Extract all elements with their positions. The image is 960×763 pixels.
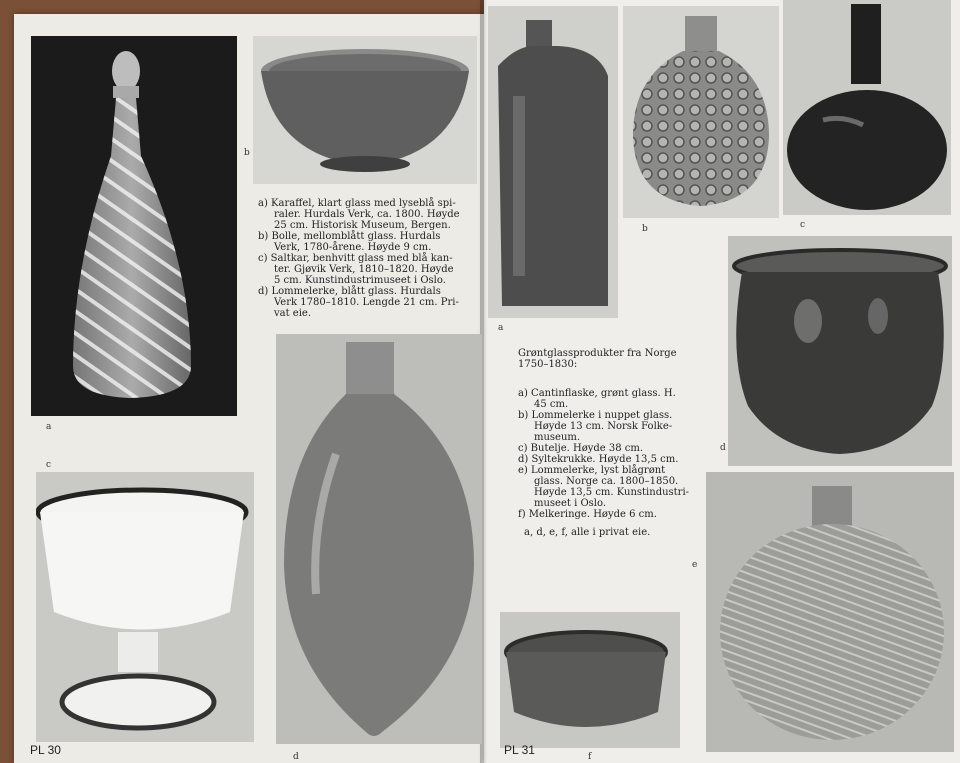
caption-line: ter. Gjøvik Verk, 1810–1820. Høyde bbox=[274, 264, 454, 275]
caption-line: a, d, e, f, alle i privat eie. bbox=[524, 527, 651, 538]
caption-line: a) Karaffel, klart glass med lyseblå spi- bbox=[258, 198, 456, 209]
caption-line: Høyde 13,5 cm. Kunstindustri- bbox=[534, 487, 690, 498]
plate-number-right: PL 31 bbox=[504, 743, 535, 757]
caption-line: c) Butelje. Høyde 38 cm. bbox=[518, 443, 644, 454]
caption-line: Grøntglassprodukter fra Norge bbox=[518, 348, 677, 359]
caption-line: glass. Norge ca. 1800–1850. bbox=[534, 476, 679, 487]
milk-ring-photo bbox=[500, 612, 680, 748]
cantin-bottle-photo bbox=[488, 6, 618, 318]
label-a-left: a bbox=[46, 422, 52, 432]
caption-line: Høyde 13 cm. Norsk Folke- bbox=[534, 421, 673, 432]
label-c-left: c bbox=[46, 460, 52, 470]
label-b-right: b bbox=[642, 224, 648, 234]
caption-line: a) Cantinflaske, grønt glass. H. bbox=[518, 388, 676, 399]
caption-line: b) Lommelerke i nuppet glass. bbox=[518, 410, 673, 421]
label-d-left: d bbox=[293, 752, 299, 762]
jar-photo bbox=[728, 236, 952, 466]
label-b-left: b bbox=[244, 148, 250, 158]
caption-line: d) Syltekrukke. Høyde 13,5 cm. bbox=[518, 454, 679, 465]
salt-cellar-photo bbox=[36, 472, 254, 742]
plate-number-left: PL 30 bbox=[30, 743, 61, 757]
label-e-right: e bbox=[692, 560, 698, 570]
caption-line: c) Saltkar, benhvitt glass med blå kan- bbox=[258, 253, 453, 264]
label-d-right: d bbox=[720, 443, 726, 453]
caption-line: 5 cm. Kunstindustrimuseet i Oslo. bbox=[274, 275, 446, 286]
caption-line: f) Melkeringe. Høyde 6 cm. bbox=[518, 509, 657, 520]
nupped-flask-photo bbox=[623, 6, 779, 218]
flask-photo bbox=[276, 334, 482, 744]
bowl-photo bbox=[253, 36, 477, 184]
label-a-right: a bbox=[498, 323, 504, 333]
caption-line: 45 cm. bbox=[534, 399, 569, 410]
caption-line: d) Lommelerke, blått glass. Hurdals bbox=[258, 286, 441, 297]
caption-line: Verk 1780–1810. Lengde 21 cm. Pri- bbox=[274, 297, 459, 308]
pocket-flask-photo bbox=[706, 472, 954, 752]
caption-line: vat eie. bbox=[274, 308, 312, 319]
caption-line: museum. bbox=[534, 432, 581, 443]
carafe-photo bbox=[31, 36, 237, 416]
bottle-photo bbox=[783, 0, 951, 215]
caption-line: museet i Oslo. bbox=[534, 498, 607, 509]
caption-line: 25 cm. Historisk Museum, Bergen. bbox=[274, 220, 451, 231]
caption-line: 1750–1830: bbox=[518, 359, 578, 370]
caption-line: e) Lommelerke, lyst blågrønt bbox=[518, 465, 666, 476]
caption-line: b) Bolle, mellomblått glass. Hurdals bbox=[258, 231, 441, 242]
caption-line: Verk, 1780-årene. Høyde 9 cm. bbox=[274, 242, 432, 253]
label-c-right: c bbox=[800, 220, 806, 230]
caption-line: raler. Hurdals Verk, ca. 1800. Høyde bbox=[274, 209, 460, 220]
label-f-right: f bbox=[588, 752, 592, 762]
